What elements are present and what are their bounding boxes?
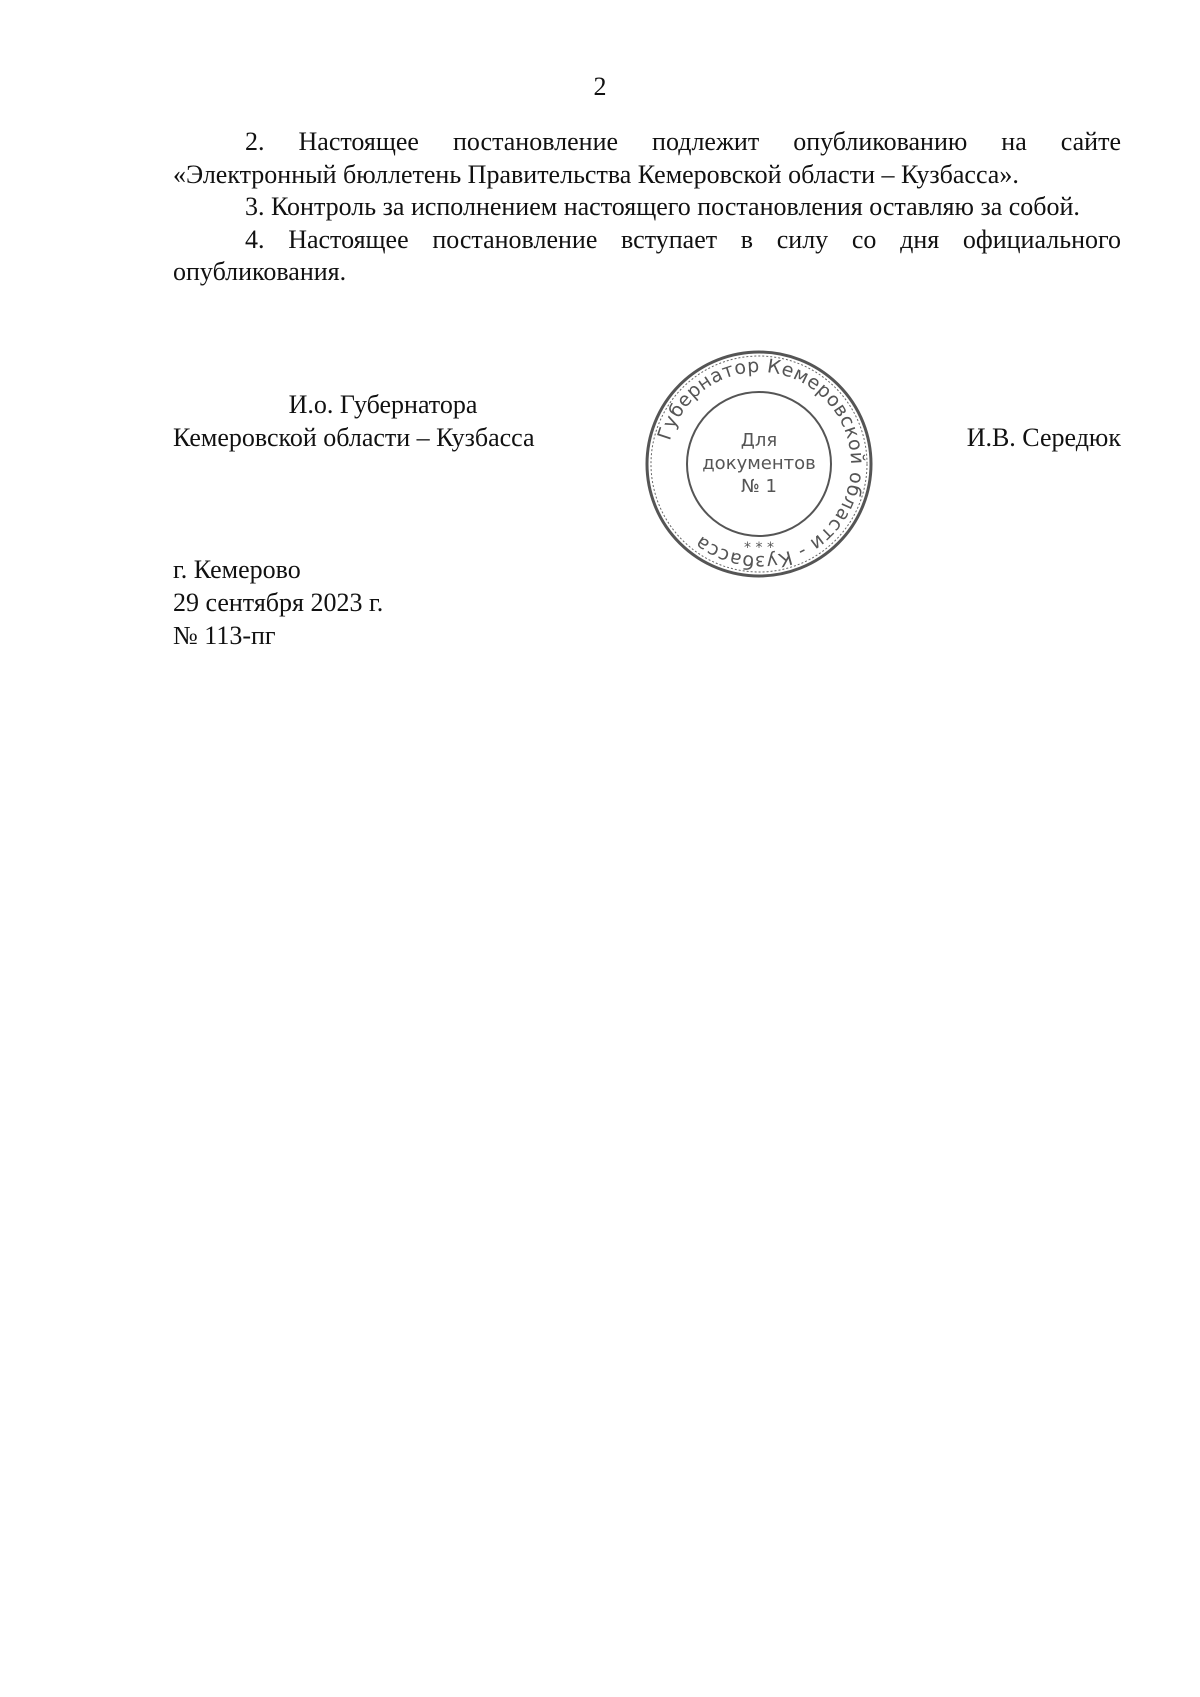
- seal-center-line1: Для: [740, 430, 778, 451]
- seal-center-line3: № 1: [741, 476, 777, 497]
- signatory-title-line2: Кемеровской области – Кузбасса: [173, 423, 535, 452]
- signatory-title-line1: И.о. Губернатора: [288, 390, 478, 419]
- paragraph-3: 3. Контроль за исполнением настоящего постановления оставляю за собой.: [245, 192, 1080, 221]
- body-text: [173, 126, 1121, 289]
- footer-city: г. Кемерово: [173, 555, 301, 584]
- paragraph-2: 2. Настоящее постановление подлежит опубликованию на сайте «Электронный бюллетень Правительства Кемеровской области – Кузбасса».: [173, 127, 1121, 189]
- footer-number: № 113-пг: [173, 621, 276, 650]
- footer-date: 29 сентября 2023 г.: [173, 588, 384, 617]
- paragraph-4: 4. Настоящее постановление вступает в силу со дня официального опубликования.: [173, 224, 1121, 286]
- signatory-name: И.В. Середюк: [966, 423, 1121, 452]
- seal-icon: [643, 348, 875, 580]
- seal-ring-text: Губернатор Кемеровской области - Кузбасса: [653, 354, 869, 574]
- document-footer: [173, 553, 383, 652]
- signatory-title: [173, 388, 593, 454]
- seal-center-line2: документов: [702, 453, 816, 474]
- page-number: 2: [593, 72, 607, 101]
- seal-stars: * * *: [744, 540, 774, 556]
- official-seal: [643, 348, 875, 580]
